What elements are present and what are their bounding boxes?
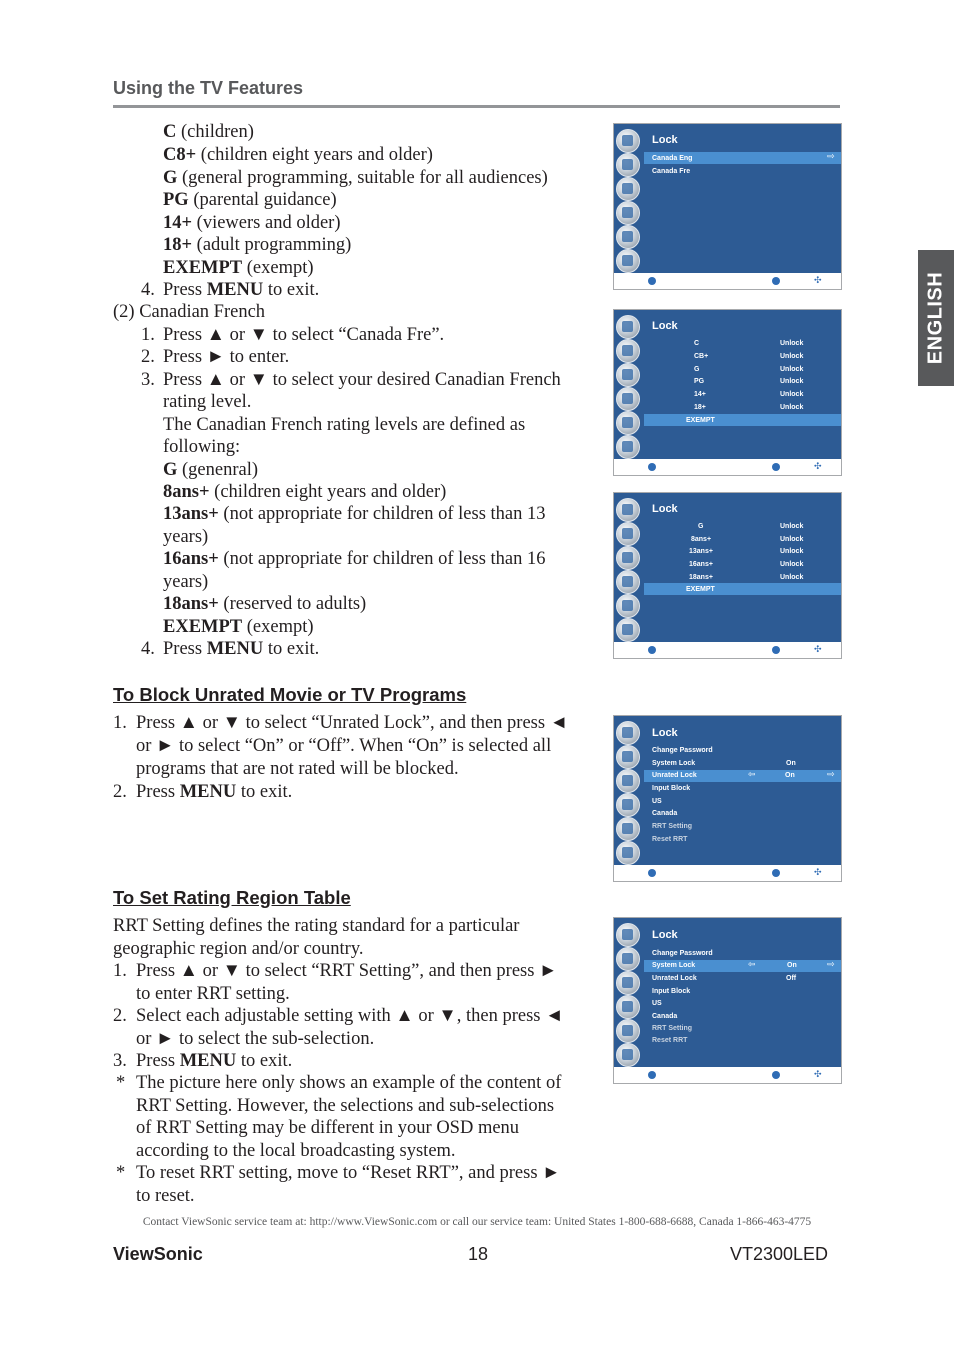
- exit-icon: ✣: [814, 276, 822, 286]
- step-number: 2.: [113, 1006, 127, 1026]
- osd-title: Lock: [652, 929, 678, 941]
- exit-icon: ✣: [814, 868, 822, 878]
- fr-rating-16ans: 16ans+ (not appropriate for children of less than 16: [163, 549, 546, 569]
- french-heading: (2) Canadian French: [113, 302, 266, 322]
- osd-rating[interactable]: PG: [694, 378, 705, 385]
- select-icon: [772, 277, 780, 285]
- page-number: 18: [468, 1244, 489, 1264]
- rating-g: G (general programming, suitable for all audiences): [163, 168, 548, 188]
- rrt-heading: To Set Rating Region Table: [113, 887, 351, 908]
- setup-icon: [616, 201, 640, 225]
- lock-icon: [616, 1019, 640, 1043]
- channel-icon: [616, 1043, 640, 1067]
- note-marker: *: [116, 1073, 126, 1093]
- osd-hint-bar: [614, 642, 841, 658]
- contact-line: Contact ViewSonic service team at: http://www.ViewSonic.com or call our service team: United States 1-800-688-6688, Canada 1-866-463-4775: [142, 1216, 812, 1228]
- setup-icon: [616, 995, 640, 1019]
- osd-title: Lock: [652, 727, 678, 739]
- step-exit: Press MENU to exit.: [163, 280, 320, 300]
- osd-highlight: [644, 414, 841, 426]
- osd-item[interactable]: System Lock: [652, 760, 696, 767]
- move-icon: [648, 463, 656, 471]
- osd-rating[interactable]: 13ans+: [689, 548, 713, 555]
- osd-sidebar: [614, 310, 641, 459]
- osd-title: Lock: [652, 134, 678, 146]
- osd-hint-bar: [614, 459, 841, 475]
- fr-rating-exempt: EXEMPT (exempt): [163, 617, 314, 637]
- picture-icon: [616, 498, 640, 522]
- right-arrow-icon: ⇨: [827, 152, 835, 162]
- note-marker: *: [116, 1163, 126, 1183]
- osd-sidebar: [614, 493, 641, 642]
- select-icon: [772, 463, 780, 471]
- osd-lock-canada-eng: [613, 309, 842, 476]
- rrt-note: of RRT Setting may be different in your OSD menu: [136, 1118, 520, 1138]
- step-number: 1.: [113, 961, 127, 981]
- time-icon: [616, 971, 640, 995]
- osd-screen: [614, 124, 841, 273]
- lock-icon: [616, 411, 640, 435]
- french-cont: The Canadian French rating levels are defined as: [163, 415, 526, 435]
- osd-hint-bar: [614, 865, 841, 881]
- osd-value[interactable]: On: [786, 760, 796, 767]
- rrt-note: RRT Setting. However, the selections and sub-selections: [136, 1096, 555, 1116]
- rrt-line: Select each adjustable setting with ▲ or ▼, then press ◄: [136, 1006, 564, 1026]
- sound-icon: [616, 947, 640, 971]
- fr-rating-18ans: 18ans+ (reserved to adults): [163, 594, 367, 614]
- osd-rating[interactable]: 18ans+: [689, 574, 713, 581]
- osd-rating[interactable]: 8ans+: [691, 536, 712, 543]
- language-tab-label: ENGLISH: [924, 271, 947, 365]
- left-arrow-icon: ⇦: [748, 960, 756, 970]
- rrt-line: or ► to select the sub-selection.: [136, 1029, 375, 1049]
- picture-icon: [616, 721, 640, 745]
- osd-rating[interactable]: EXEMPT: [686, 586, 715, 593]
- lock-icon: [616, 594, 640, 618]
- unrated-exit: Press MENU to exit.: [136, 782, 293, 802]
- osd-sidebar: [614, 124, 641, 273]
- left-arrow-icon: ⇦: [748, 770, 756, 780]
- osd-screen: [614, 918, 841, 1067]
- rrt-line: to enter RRT setting.: [136, 984, 290, 1004]
- exit-icon: ✣: [814, 645, 822, 655]
- sound-icon: [616, 522, 640, 546]
- step-number: 2.: [141, 347, 155, 367]
- lock-icon: [616, 817, 640, 841]
- fr-rating-16ans-cont: years): [163, 572, 209, 592]
- osd-lock-canada-fre: [613, 492, 842, 659]
- header-rule: [113, 105, 840, 108]
- fr-rating-13ans-cont: years): [163, 527, 209, 547]
- move-icon: [648, 277, 656, 285]
- osd-item[interactable]: US: [652, 798, 662, 805]
- osd-hint-bar: [614, 1067, 841, 1083]
- rrt-note: to reset.: [136, 1186, 195, 1206]
- brand-name: ViewSonic: [113, 1244, 203, 1264]
- fr-rating-g: G (genenral): [163, 460, 259, 480]
- osd-item[interactable]: Reset RRT: [652, 836, 688, 843]
- osd-lock-unrated: [613, 715, 842, 882]
- osd-screen: [614, 310, 841, 459]
- osd-rating-value[interactable]: Unlock: [780, 404, 804, 411]
- osd-rating-value[interactable]: Unlock: [780, 391, 804, 398]
- rating-c8: C8+ (children eight years and older): [163, 145, 433, 165]
- select-icon: [772, 869, 780, 877]
- channel-icon: [616, 841, 640, 865]
- osd-item[interactable]: Canada Fre: [652, 168, 691, 175]
- osd-item[interactable]: Change Password: [652, 950, 713, 957]
- step-number: 4.: [141, 280, 155, 300]
- rrt-intro: geographic region and/or country.: [113, 939, 364, 959]
- osd-title: Lock: [652, 320, 678, 332]
- osd-rating[interactable]: 16ans+: [689, 561, 713, 568]
- unrated-line: or ► to select “On” or “Off”. When “On” is selected all: [136, 736, 552, 756]
- exit-icon: ✣: [814, 462, 822, 472]
- osd-item[interactable]: Input Block: [652, 988, 691, 995]
- osd-item[interactable]: RRT Setting: [652, 823, 693, 830]
- osd-rating-value[interactable]: Unlock: [780, 366, 804, 373]
- french-step-1: Press ▲ or ▼ to select “Canada Fre”.: [163, 325, 445, 345]
- rating-18: 18+ (adult programming): [163, 235, 352, 255]
- unrated-line: programs that are not rated will be blocked.: [136, 759, 459, 779]
- french-step-3: Press ▲ or ▼ to select your desired Canadian French: [163, 370, 561, 390]
- osd-item[interactable]: RRT Setting: [652, 1025, 693, 1032]
- right-arrow-icon: ⇨: [827, 770, 835, 780]
- step-exit: Press MENU to exit.: [163, 639, 320, 659]
- rating-pg: PG (parental guidance): [163, 190, 337, 210]
- osd-rating[interactable]: G: [698, 523, 704, 530]
- rrt-note: The picture here only shows an example of the content of: [136, 1073, 562, 1093]
- osd-rating-value[interactable]: Unlock: [780, 353, 804, 360]
- rrt-exit: Press MENU to exit.: [136, 1051, 293, 1071]
- step-number: 2.: [113, 782, 127, 802]
- rating-exempt: EXEMPT (exempt): [163, 258, 314, 278]
- french-cont: following:: [163, 437, 241, 457]
- osd-screen: [614, 716, 841, 865]
- time-icon: [616, 769, 640, 793]
- osd-rating-value[interactable]: Unlock: [780, 523, 804, 530]
- move-icon: [648, 869, 656, 877]
- osd-item[interactable]: System Lock: [652, 962, 696, 969]
- rrt-note: according to the local broadcasting system.: [136, 1141, 456, 1161]
- osd-rating[interactable]: G: [694, 366, 700, 373]
- step-number: 1.: [113, 713, 127, 733]
- select-icon: [772, 646, 780, 654]
- rating-c: C (children): [163, 122, 254, 142]
- osd-value[interactable]: On: [785, 772, 795, 779]
- right-arrow-icon: ⇨: [827, 960, 835, 970]
- osd-lock-canada: [613, 123, 842, 290]
- move-icon: [648, 1071, 656, 1079]
- osd-rating[interactable]: C: [694, 340, 700, 347]
- osd-item[interactable]: US: [652, 1000, 662, 1007]
- osd-rating[interactable]: CB+: [694, 353, 709, 360]
- osd-rating-value[interactable]: Unlock: [780, 574, 804, 581]
- rrt-intro: RRT Setting defines the rating standard for a particular: [113, 916, 520, 936]
- picture-icon: [616, 129, 640, 153]
- osd-item[interactable]: Unrated Lock: [652, 975, 697, 982]
- language-tab: [918, 250, 954, 386]
- osd-item[interactable]: Change Password: [652, 747, 713, 754]
- step-number: 3.: [113, 1051, 127, 1071]
- osd-sidebar: [614, 918, 641, 1067]
- step-number: 4.: [141, 639, 155, 659]
- time-icon: [616, 363, 640, 387]
- step-number: 3.: [141, 370, 155, 390]
- osd-item[interactable]: Canada Eng: [652, 155, 693, 162]
- osd-rating-value[interactable]: Unlock: [780, 548, 804, 555]
- osd-rating-value[interactable]: Unlock: [780, 561, 804, 568]
- setup-icon: [616, 387, 640, 411]
- lock-icon: [616, 225, 640, 249]
- osd-rating[interactable]: EXEMPT: [686, 417, 715, 424]
- exit-icon: ✣: [814, 1070, 822, 1080]
- french-cont: rating level.: [163, 392, 252, 412]
- osd-title: Lock: [652, 503, 678, 515]
- osd-hint-bar: [614, 273, 841, 289]
- unrated-line: Press ▲ or ▼ to select “Unrated Lock”, and then press ◄: [136, 713, 569, 733]
- channel-icon: [616, 249, 640, 273]
- osd-value[interactable]: Off: [786, 975, 797, 982]
- osd-item[interactable]: Reset RRT: [652, 1037, 688, 1044]
- osd-sidebar: [614, 716, 641, 865]
- osd-item[interactable]: Canada: [652, 810, 678, 817]
- osd-rating-value[interactable]: Unlock: [780, 340, 804, 347]
- rrt-note: To reset RRT setting, move to “Reset RRT”, and press ►: [136, 1163, 561, 1183]
- channel-icon: [616, 435, 640, 459]
- rrt-line: Press ▲ or ▼ to select “RRT Setting”, and then press ►: [136, 961, 558, 981]
- osd-item[interactable]: Input Block: [652, 785, 691, 792]
- time-icon: [616, 177, 640, 201]
- setup-icon: [616, 570, 640, 594]
- osd-rating[interactable]: 14+: [694, 391, 706, 398]
- unrated-heading: To Block Unrated Movie or TV Programs: [113, 684, 467, 705]
- sound-icon: [616, 339, 640, 363]
- osd-lock-system: [613, 917, 842, 1084]
- osd-item[interactable]: Unrated Lock: [652, 772, 697, 779]
- section-title: Using the TV Features: [113, 78, 304, 98]
- model-name: VT2300LED: [730, 1244, 829, 1264]
- osd-value[interactable]: On: [787, 962, 797, 969]
- sound-icon: [616, 153, 640, 177]
- channel-icon: [616, 618, 640, 642]
- select-icon: [772, 1071, 780, 1079]
- setup-icon: [616, 793, 640, 817]
- fr-rating-13ans: 13ans+ (not appropriate for children of less than 13: [163, 504, 546, 524]
- picture-icon: [616, 315, 640, 339]
- osd-rating-value[interactable]: Unlock: [780, 378, 804, 385]
- sound-icon: [616, 745, 640, 769]
- time-icon: [616, 546, 640, 570]
- osd-rating-value[interactable]: Unlock: [780, 536, 804, 543]
- picture-icon: [616, 923, 640, 947]
- french-step-2: Press ► to enter.: [163, 347, 290, 367]
- fr-rating-8ans: 8ans+ (children eight years and older): [163, 482, 447, 502]
- osd-item[interactable]: Canada: [652, 1013, 678, 1020]
- osd-screen: [614, 493, 841, 642]
- step-number: 1.: [141, 325, 155, 345]
- move-icon: [648, 646, 656, 654]
- rating-14: 14+ (viewers and older): [163, 213, 341, 233]
- osd-highlight: [644, 583, 841, 595]
- osd-rating[interactable]: 18+: [694, 404, 706, 411]
